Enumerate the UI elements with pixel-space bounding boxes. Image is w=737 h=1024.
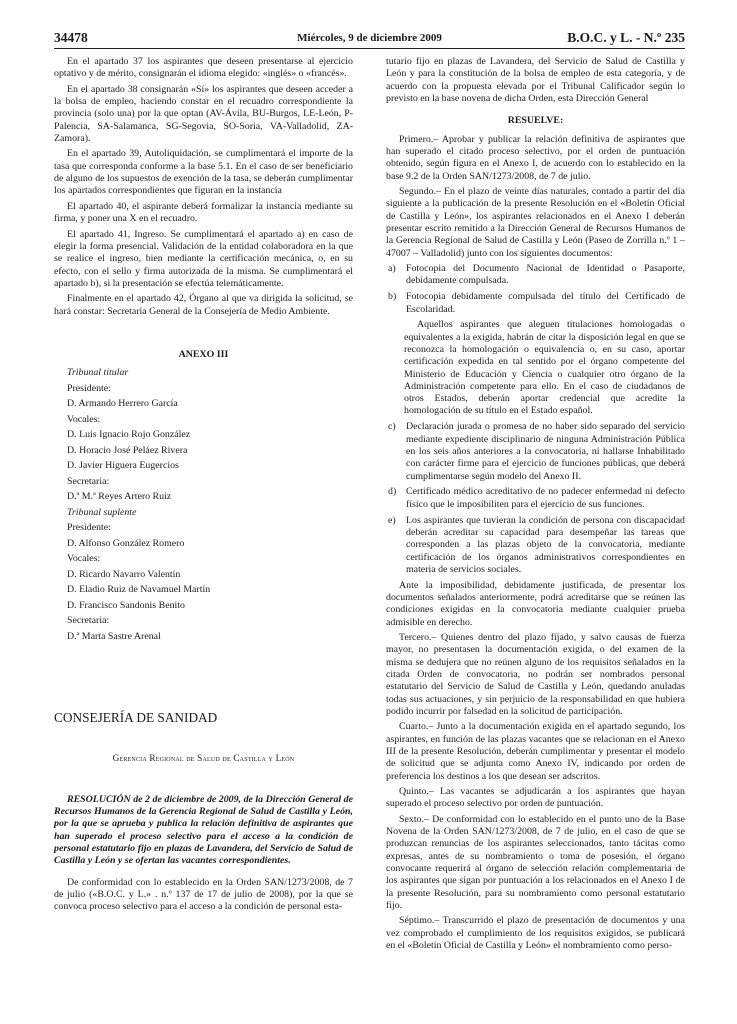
list-item: D. Eladio Ruiz de Navamuel Martín [67,584,211,596]
tribunal-titular-heading: Tribunal titular [67,367,129,379]
list-item: D. Horacio José Peláez Rivera [67,444,188,456]
resuelve-heading: RESUELVE: [507,115,564,127]
paragraph: Ante la imposibilidad, debidamente justificada, de presentar los documentos señalados anteriormente, podrá acreditarse que se reúnen las condiciones exigidas en la convocatoria mediante cualquier prueba admisible en derecho. [386,579,685,628]
list-item: Secretaria: [67,475,110,487]
list-item: Vocales: [67,413,101,425]
gerencia-heading: Gerencia Regional de Salud de Castilla y León [112,753,295,764]
paragraph-segundo: Segundo.– En el plazo de veinte días naturales, contado a partir del día siguiente a la publicación de la presente Resolución en el «Boletín Oficial de Castilla y León», los aspirantes relacionados en el Anexo I deberán presentar escrito remitido a la Dirección General de Recursos Humanos de la Gerencia Regional de Salud de Castilla y León (Paseo de Zorrilla n.º 1 – 47007 – Valladolid) junto con los siguientes documentos: [386,186,685,259]
paragraph: En el apartado 38 consignarán «Sí» los aspirantes que deseen acceder a la bolsa de empleo, haciendo constar en el recuadro correspondiente la provincia (solo una) por la que optan (AV-Ávila, BU-Burgos, LE-León, P-Palencia, SA-Salamanca, SG-Segovia, SO-Soria, VA-Valladolid, ZA-Zamora). [54,83,353,144]
item-label: d) [388,486,397,498]
anexo-title: ANEXO III [178,349,229,361]
item-text: Fotocopia del Documento Nacional de Identidad o Pasaporte, debidamente compulsada. [406,263,685,287]
paragraph: El apartado 41, Ingreso. Se cumplimentará el apartado a) en caso de elegir la forma presencial. Validación de la entidad colaboradora en la que se realice el ingreso, bien mediante la certificación mecánica, o, en su efecto, con el sello y firma autorizada de la misma. Se cumplimentará el apartado b), si la presentación se efectúa telemáticamente. [54,228,353,289]
list-item: D.ª M.ª Reyes Artero Ruiz [67,491,172,503]
list-item: Vocales: [67,553,101,565]
paragraph: De conformidad con lo establecido en la Orden SAN/1273/2008, de 7 de julio («B.O.C. y L.» . n.º 137 de 17 de julio de 2008), por la que se convoca proceso selectivo para el acceso a la condición de personal esta- [54,876,353,913]
list-item [386,421,685,482]
paragraph: El apartado 40, el aspirante deberá formalizar la instancia mediante su firma, y poner una X en el recuadro. [54,200,353,225]
paragraph: Aquellos aspirantes que aleguen titulaciones homologadas o equivalentes a la exigida, habrán de citar la disposición legal en que se reconozca la homologación o equivalencia o, en su caso, aportar certificación expedida en tal sentido por el órgano competente del Ministerio de Educación y Ciencia o cualquier otro órgano de la Administración competente para ello. En el caso de ciudadanos de otros Estados, deberán aportar credencial que acredite la homologación de su título en el Estado español. [404,319,685,417]
paragraph: En el apartado 39, Autoliquidación, se cumplimentará el importe de la tasa que corresponda conforme a la base 5.1. En el caso de ser beneficiario de alguno de los supuestos de exención de la tasa, se deberán cumplimentar los apartados correspondientes que figuran en la instancia [54,148,353,197]
tribunal-suplente-list [54,522,353,643]
paragraph-sexto: Sexto.– De conformidad con lo establecido en el punto uno de la Base Novena de la Orden SAN/1273/2008, de 7 de julio, en el caso de que se produzcan renuncias de los aspirantes seleccionados, tanto tácitas como expresas, antes de su nombramiento o toma de posesión, el órgano convocante requerirá al órgano de selección relación complementaria de los aspirantes que sigan por puntuación a los relacionados en el Anexo I de la presente Resolución, para su nombramiento como personal estatutario fijo. [386,813,685,911]
header-rule [54,48,685,49]
item-label: e) [388,514,396,526]
list-item: D. Alfonso González Romero [67,537,185,549]
tribunal-titular-list [54,383,353,504]
item-text: Declaración jurada o promesa de no haber sido separado del servicio mediante expediente disciplinario de ninguna Administración Pública en los seis años anteriores a la convocatoria, ni hallarse Inhabilitado con carácter firme para el ejercicio de funciones públicas, que deberá cumplimentarse según modelo del Anexo II. [406,421,685,482]
paragraph-septimo: Séptimo.– Transcurrido el plazo de presentación de documentos y una vez comprobado el cumplimiento de los requisitos exigidos, se publicará en el «Boletín Oficial de Castilla y León» el nombramiento como perso- [386,915,685,951]
paragraph: Finalmente en el apartado 42, Órgano al que va dirigida la solicitud, se hará constar: Secretaría General de la Consejería de Medio Ambiente. [54,293,353,317]
item-label: b) [388,291,397,303]
item-label: a) [388,263,396,275]
page-header [54,30,685,46]
list-item [386,263,685,288]
list-item: D.ª Marta Sastre Arenal [67,630,161,642]
issue-date: Miércoles, 9 de diciembre 2009 [297,32,442,44]
item-text: Certificado médico acreditativo de no padecer enfermedad ni defecto físico que le imposibiliten para el ejercicio de sus funciones. [406,486,685,510]
page-number: 34478 [54,30,88,45]
paragraph-cuarto: Cuarto.– Junto a la documentación exigida en el apartado segundo, los aspirantes, en función de las plazas vacantes que se relacionan en el Anexo III de la presente Resolución, deberán cumplimentar y presentar el modelo de solicitud que se adjunta como Anexo IV, indicando por orden de preferencia los destinos a los que desean ser adscritos. [386,721,685,782]
paragraph: tutario fijo en plazas de Lavandera, del Servicio de Salud de Castilla y León y para la constitución de la bolsa de empleo de esta categoría, y de acuerdo con la propuesta elevada por el Tribunal Calificador según lo previsto en la base novena de dicha Orden, esta Dirección General [386,56,685,104]
list-item: D. Luis Ignacio Rojo González [67,429,191,441]
list-item [386,486,685,511]
list-item [386,291,685,316]
item-text: Fotocopia debidamente compulsada del título del Certificado de Escolaridad. [406,291,685,315]
item-label: c) [388,421,396,433]
list-item: D. Javier Higuera Eugercios [67,460,179,472]
list-item: Presidente: [67,382,111,394]
right-column [386,56,685,955]
paragraph-tercero: Tercero.– Quienes dentro del plazo fijado, y salvo causas de fuerza mayor, no presentasen la documentación exigida, o del examen de la misma se dedujera que no reúnen alguno de los requisitos señalados en la citada Orden de convocatoria, no podrán ser nombrados personal estatutario del Servicio de Salud de Castilla y León, quedando anuladas todas sus actuaciones, y sin perjuicio de la responsabilidad en que hubiera podido incurrir por falsedad en la solicitud de participación. [386,632,685,717]
list-item: D. Armando Herrero García [67,398,178,410]
bulletin-number: B.O.C. y L. - N.º 235 [567,30,685,45]
left-column [54,56,353,917]
list-item: Presidente: [67,522,111,534]
list-item: D. Francisco Sandonis Benito [67,599,185,611]
section-heading: CONSEJERÍA DE SANIDAD [54,710,218,726]
list-item [386,515,685,576]
list-item: D. Ricardo Navarro Valentín [67,568,181,580]
paragraph: En el apartado 37 los aspirantes que deseen presentarse al ejercicio optativo y de mérito, consignarán el idioma elegido: «inglés» o «francés». [54,56,353,80]
tribunal-suplente-heading: Tribunal suplente [67,506,137,518]
list-item: Secretaria: [67,615,110,627]
resolution-title: RESOLUCIÓN de 2 de diciembre de 2009, de la Dirección General de Recursos Humanos de la Gerencia Regional de Salud de Castilla y León, por la que se aprueba y publica la relación definitiva de aspirantes que han superado el proceso selectivo para el acceso a la condición de personal estatutario fijo en plazas de Lavandera, del Servicio de Salud de Castilla y León y se ofertan las vacantes correspondientes. [54,793,353,867]
item-text: Los aspirantes que tuvieran la condición de persona con discapacidad deberán acreditar su capacidad para desempeñar las tareas que corresponden a las plazas objeto de la convocatoria, mediante certificación de los órganos administrativos correspondientes en materia de servicios sociales. [406,514,685,575]
paragraph-primero: Primero.– Aprobar y publicar la relación definitiva de aspirantes que han superado el citado proceso selectivo, por el orden de puntuación obtenido, según figura en el Anexo I, de acuerdo con lo establecido en la base 9.2 de la Orden SAN/1273/2008, de 7 de julio. [386,133,685,182]
paragraph-quinto: Quinto.– Las vacantes se adjudicarán a los aspirantes que hayan superado el proceso selectivo por orden de puntuación. [386,786,685,810]
